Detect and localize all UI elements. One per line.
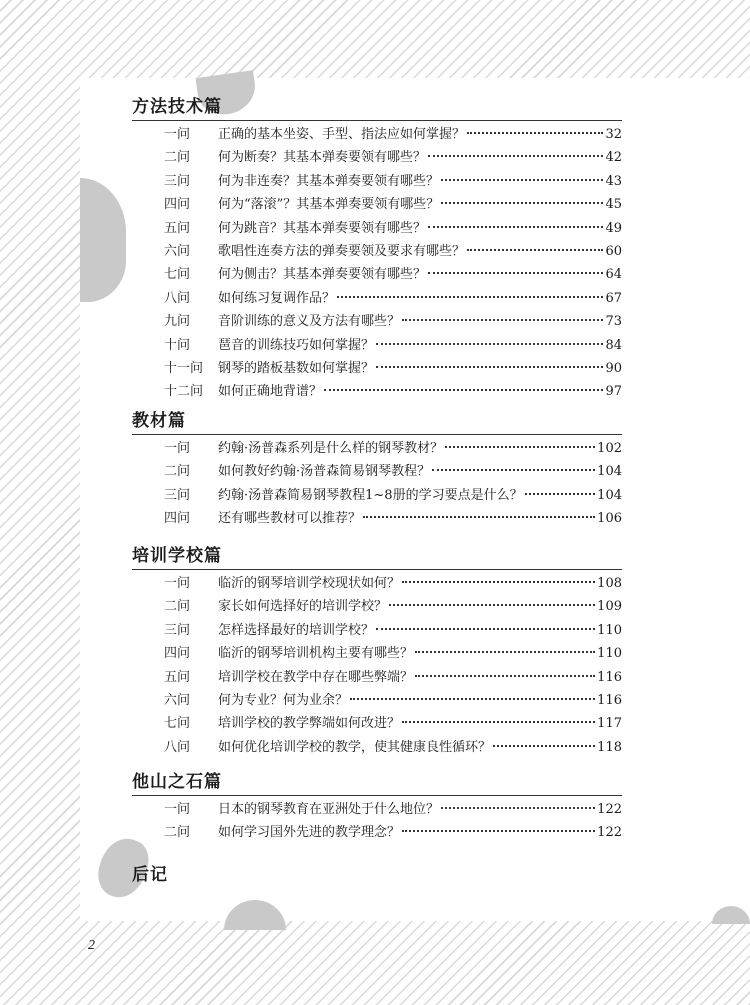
toc-section-training-schools	[132, 543, 622, 759]
entry-number: 二问	[164, 464, 191, 480]
entry-number: 一问	[164, 802, 191, 817]
entry-number: 五问	[164, 220, 191, 236]
toc-entry[interactable]	[132, 123, 622, 146]
entry-page: 117	[597, 716, 622, 732]
section-title: 教材篇	[132, 408, 622, 435]
entry-number: 五问	[164, 669, 191, 685]
entry-page: 116	[597, 692, 622, 708]
entry-page: 106	[597, 511, 622, 527]
dot-leader	[441, 178, 603, 181]
entry-title: 如何学习国外先进的教学理念？	[218, 825, 401, 841]
section-entries	[132, 123, 622, 404]
dot-leader	[402, 720, 595, 723]
entry-page: 73	[605, 314, 622, 330]
dot-leader	[350, 697, 595, 700]
toc-entry[interactable]	[132, 666, 622, 689]
entry-title: 约翰·汤普森系列是什么样的钢琴教材？	[218, 441, 444, 456]
entry-page: 122	[597, 825, 622, 841]
entry-title: 何为跳音？其基本弹奏要领有哪些？	[218, 220, 427, 236]
entry-number: 二问	[164, 599, 191, 615]
toc-entry[interactable]	[132, 736, 622, 759]
entry-title: 歌唱性连奏方法的弹奏要领及要求有哪些？	[218, 243, 466, 259]
dot-leader	[389, 603, 595, 606]
toc-entry[interactable]	[132, 437, 622, 460]
entry-page: 84	[605, 337, 622, 353]
toc-section-afterword[interactable]: 后记	[132, 865, 168, 885]
entry-title: 钢琴的踏板基数如何掌握？	[218, 360, 375, 376]
entry-page: 42	[605, 150, 622, 166]
toc-entry[interactable]	[132, 798, 622, 821]
entry-title: 临沂的钢琴培训学校现状如何？	[218, 576, 401, 591]
entry-title: 如何教好约翰·汤普森简易钢琴教程？	[218, 464, 431, 480]
entry-number: 七问	[164, 267, 191, 283]
toc-entry[interactable]	[132, 334, 622, 357]
entry-number: 四问	[164, 511, 191, 527]
entry-number: 二问	[164, 825, 191, 841]
toc-section-methods	[132, 94, 622, 404]
dot-leader	[402, 318, 603, 321]
entry-page: 116	[597, 669, 622, 685]
entry-number: 四问	[164, 646, 191, 662]
toc-entry[interactable]	[132, 507, 622, 530]
dot-leader	[441, 806, 595, 809]
entry-page: 122	[597, 802, 622, 817]
dot-leader	[402, 580, 595, 583]
entry-number: 三问	[164, 487, 191, 503]
entry-number: 九问	[164, 314, 191, 330]
dot-leader	[467, 248, 603, 251]
dot-leader	[428, 225, 603, 228]
entry-title: 何为专业？何为业余？	[218, 692, 349, 708]
entry-title: 如何正确地背谱？	[218, 384, 323, 400]
toc-entry[interactable]	[132, 240, 622, 263]
toc-entry[interactable]	[132, 484, 622, 507]
entry-number: 十二问	[164, 384, 204, 400]
entry-title: 如何优化培训学校的教学，使其健康良性循环？	[218, 739, 492, 755]
entry-title: 音阶训练的意义及方法有哪些？	[218, 314, 401, 330]
entry-number: 六问	[164, 692, 191, 708]
entry-number: 二问	[164, 150, 191, 166]
entry-page: 64	[605, 267, 622, 283]
entry-title: 还有哪些教材可以推荐？	[218, 511, 362, 527]
entry-page: 45	[605, 197, 622, 213]
entry-page: 118	[597, 739, 622, 755]
dot-leader	[428, 154, 603, 157]
dot-leader	[376, 365, 603, 368]
toc-section-other-mountains	[132, 769, 622, 845]
entry-title: 如何练习复调作品？	[218, 290, 336, 306]
toc-entry[interactable]	[132, 357, 622, 380]
toc-entry[interactable]	[132, 170, 622, 193]
dot-leader	[525, 492, 596, 495]
dot-leader	[337, 295, 603, 298]
entry-number: 十问	[164, 337, 191, 353]
entry-number: 六问	[164, 243, 191, 259]
toc-entry[interactable]	[132, 689, 622, 712]
entry-page: 104	[597, 487, 622, 503]
toc-entry[interactable]	[132, 619, 622, 642]
toc-entry[interactable]	[132, 821, 622, 844]
entry-title: 何为“落滚”？其基本弹奏要领有哪些？	[218, 197, 440, 213]
entry-title: 何为侧击？其基本弹奏要领有哪些？	[218, 267, 427, 283]
dot-leader	[415, 650, 595, 653]
entry-number: 八问	[164, 739, 191, 755]
toc-entry[interactable]	[132, 460, 622, 483]
toc-entry[interactable]	[132, 310, 622, 333]
entry-number: 四问	[164, 197, 191, 213]
entry-page: 108	[597, 576, 622, 591]
section-title: 培训学校篇	[132, 543, 622, 570]
entry-page: 97	[605, 384, 622, 400]
entry-number: 三问	[164, 173, 191, 189]
entry-title: 约翰·汤普森简易钢琴教程1~8册的学习要点是什么？	[218, 487, 523, 503]
dot-leader	[415, 674, 595, 677]
entry-page: 32	[605, 127, 622, 142]
toc-entry[interactable]	[132, 712, 622, 735]
toc-entry[interactable]	[132, 287, 622, 310]
toc-entry[interactable]	[132, 146, 622, 169]
entry-page: 49	[605, 220, 622, 236]
dot-leader	[428, 271, 603, 274]
entry-page: 67	[605, 290, 622, 306]
entry-title: 正确的基本坐姿、手型、指法应如何掌握？	[218, 127, 466, 142]
toc-entry[interactable]	[132, 642, 622, 665]
toc-entry[interactable]	[132, 595, 622, 618]
entry-title: 培训学校的教学弊端如何改进？	[218, 716, 401, 732]
entry-title: 何为断奏？其基本弹奏要领有哪些？	[218, 150, 427, 166]
section-entries	[132, 572, 622, 759]
toc-section-textbooks	[132, 408, 622, 531]
entry-page: 102	[597, 441, 622, 456]
entry-title: 培训学校在教学中存在哪些弊端？	[218, 669, 414, 685]
dot-leader	[445, 445, 595, 448]
dot-leader	[432, 468, 595, 471]
entry-number: 十一问	[164, 360, 204, 376]
entry-title: 怎样选择最好的培训学校？	[218, 622, 375, 638]
entry-number: 一问	[164, 576, 191, 591]
entry-page: 60	[605, 243, 622, 259]
page-number: 2	[88, 938, 95, 953]
section-title: 他山之石篇	[132, 769, 622, 796]
entry-title: 临沂的钢琴培训机构主要有哪些？	[218, 646, 414, 662]
entry-title: 琶音的训练技巧如何掌握？	[218, 337, 375, 353]
entry-page: 43	[605, 173, 622, 189]
entry-page: 104	[597, 464, 622, 480]
section-title: 方法技术篇	[132, 94, 622, 121]
dot-leader	[324, 388, 603, 391]
dot-leader	[376, 627, 595, 630]
entry-number: 一问	[164, 127, 191, 142]
entry-title: 家长如何选择好的培训学校？	[218, 599, 388, 615]
entry-page: 110	[597, 646, 622, 662]
dot-leader	[363, 515, 595, 518]
dot-leader	[467, 131, 603, 134]
entry-title: 日本的钢琴教育在亚洲处于什么地位？	[218, 802, 440, 817]
entry-number: 一问	[164, 441, 191, 456]
dot-leader	[493, 744, 595, 747]
entry-page: 110	[597, 622, 622, 638]
dot-leader	[376, 342, 603, 345]
dot-leader	[441, 201, 603, 204]
toc-entry[interactable]	[132, 572, 622, 595]
section-entries	[132, 437, 622, 531]
entry-page: 90	[605, 360, 622, 376]
entry-page: 109	[597, 599, 622, 615]
entry-number: 八问	[164, 290, 191, 306]
entry-title: 何为非连奏？其基本弹奏要领有哪些？	[218, 173, 440, 189]
toc-entry[interactable]	[132, 263, 622, 286]
entry-number: 七问	[164, 716, 191, 732]
dot-leader	[402, 829, 595, 832]
toc-entry[interactable]	[132, 380, 622, 403]
toc-entry[interactable]	[132, 217, 622, 240]
section-entries	[132, 798, 622, 845]
toc-entry[interactable]	[132, 193, 622, 216]
entry-number: 三问	[164, 622, 191, 638]
